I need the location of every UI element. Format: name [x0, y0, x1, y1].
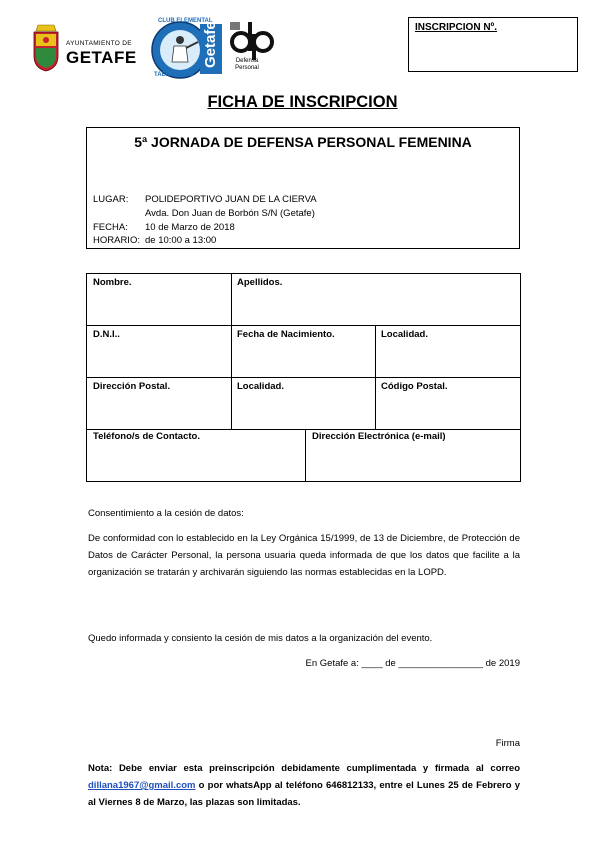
direccion-postal-label: Dirección Postal.: [93, 381, 171, 392]
telefono-field[interactable]: [87, 430, 305, 481]
codigo-postal-field[interactable]: [376, 378, 520, 429]
note-paragraph: [88, 760, 520, 811]
club-bottom-text: TAEKWONDO: [154, 72, 194, 78]
fecha-label: FECHA:: [93, 222, 128, 233]
ayuntamiento-label: AYUNTAMIENTO DE: [66, 40, 132, 47]
fecha-nacimiento-label: Fecha de Nacimiento.: [237, 329, 335, 340]
registration-form: [86, 273, 521, 482]
note-prefix: Nota: Debe enviar esta preinscripción debidamente cumplimentada y firmada al correo: [88, 763, 520, 774]
fecha-value: 10 de Marzo de 2018: [145, 222, 235, 233]
inscripcion-number-box[interactable]: [408, 17, 578, 72]
localidad-postal-field[interactable]: [232, 378, 375, 429]
apellidos-label: Apellidos.: [237, 277, 283, 288]
club-taekwondo-logo: [148, 18, 226, 80]
email-label: Dirección Electrónica (e-mail): [312, 431, 446, 442]
consent-agree: Quedo informada y consiento la cesión de mis datos a la organización del evento.: [88, 633, 433, 644]
horario-label: HORARIO:: [93, 235, 140, 246]
localidad-field[interactable]: [376, 326, 520, 377]
club-side-text: Getafe: [202, 21, 219, 68]
localidad-postal-label: Localidad.: [237, 381, 284, 392]
fecha-nacimiento-field[interactable]: [232, 326, 375, 377]
email-field[interactable]: [306, 430, 520, 481]
club-top-text: CLUB ELEMENTAL: [158, 18, 213, 24]
event-title: 5ª JORNADA DE DEFENSA PERSONAL FEMENINA: [134, 134, 472, 150]
getafe-logo: [30, 22, 140, 74]
getafe-shield-icon: [30, 22, 62, 72]
page-title: FICHA DE INSCRIPCION: [207, 93, 398, 111]
inscripcion-label: INSCRIPCION Nº.: [415, 22, 497, 33]
signature-date-line: En Getafe a: ____ de ________________ de 2019: [305, 658, 520, 669]
localidad-label: Localidad.: [381, 329, 428, 340]
direccion-postal-field[interactable]: [87, 378, 231, 429]
lugar-label: LUGAR:: [93, 194, 129, 205]
horario-value: de 10:00 a 13:00: [145, 235, 217, 246]
consent-body: De conformidad con lo establecido en la Ley Orgánica 15/1999, de 13 de Diciembre, de Protección de Datos de Carácter Personal, la persona usuaria queda informada de que los datos que facilite a la organización se tratarán y archivarán siguiendo las normas establecidas en la LOPD.: [88, 533, 520, 578]
event-info-box: [86, 127, 520, 249]
lugar-value: POLIDEPORTIVO JUAN DE LA CIERVA: [145, 194, 317, 205]
dni-field[interactable]: [87, 326, 231, 377]
firma-label: Firma: [495, 738, 520, 749]
address-value: Avda. Don Juan de Borbón S/N (Getafe): [145, 208, 315, 219]
dp-label: Defensa Personal: [235, 58, 259, 71]
dp-mark-icon: [228, 20, 278, 60]
apellidos-field[interactable]: [232, 274, 520, 325]
telefono-label: Teléfono/s de Contacto.: [93, 431, 200, 442]
getafe-wordmark: GETAFE: [66, 48, 137, 67]
consent-heading: Consentimiento a la cesión de datos:: [88, 508, 244, 519]
dni-label: D.N.I..: [93, 329, 120, 340]
note-suffix: o por whatsApp al teléfono 646812133, entre el Lunes 25 de Febrero y al Viernes 8 de Marzo, las plazas son limitadas.: [88, 780, 520, 808]
nombre-field[interactable]: [87, 274, 231, 325]
codigo-postal-label: Código Postal.: [381, 381, 448, 392]
defensa-personal-logo: [228, 20, 280, 78]
contact-email-link[interactable]: dillana1967@gmail.com: [88, 780, 196, 791]
nombre-label: Nombre.: [93, 277, 132, 288]
